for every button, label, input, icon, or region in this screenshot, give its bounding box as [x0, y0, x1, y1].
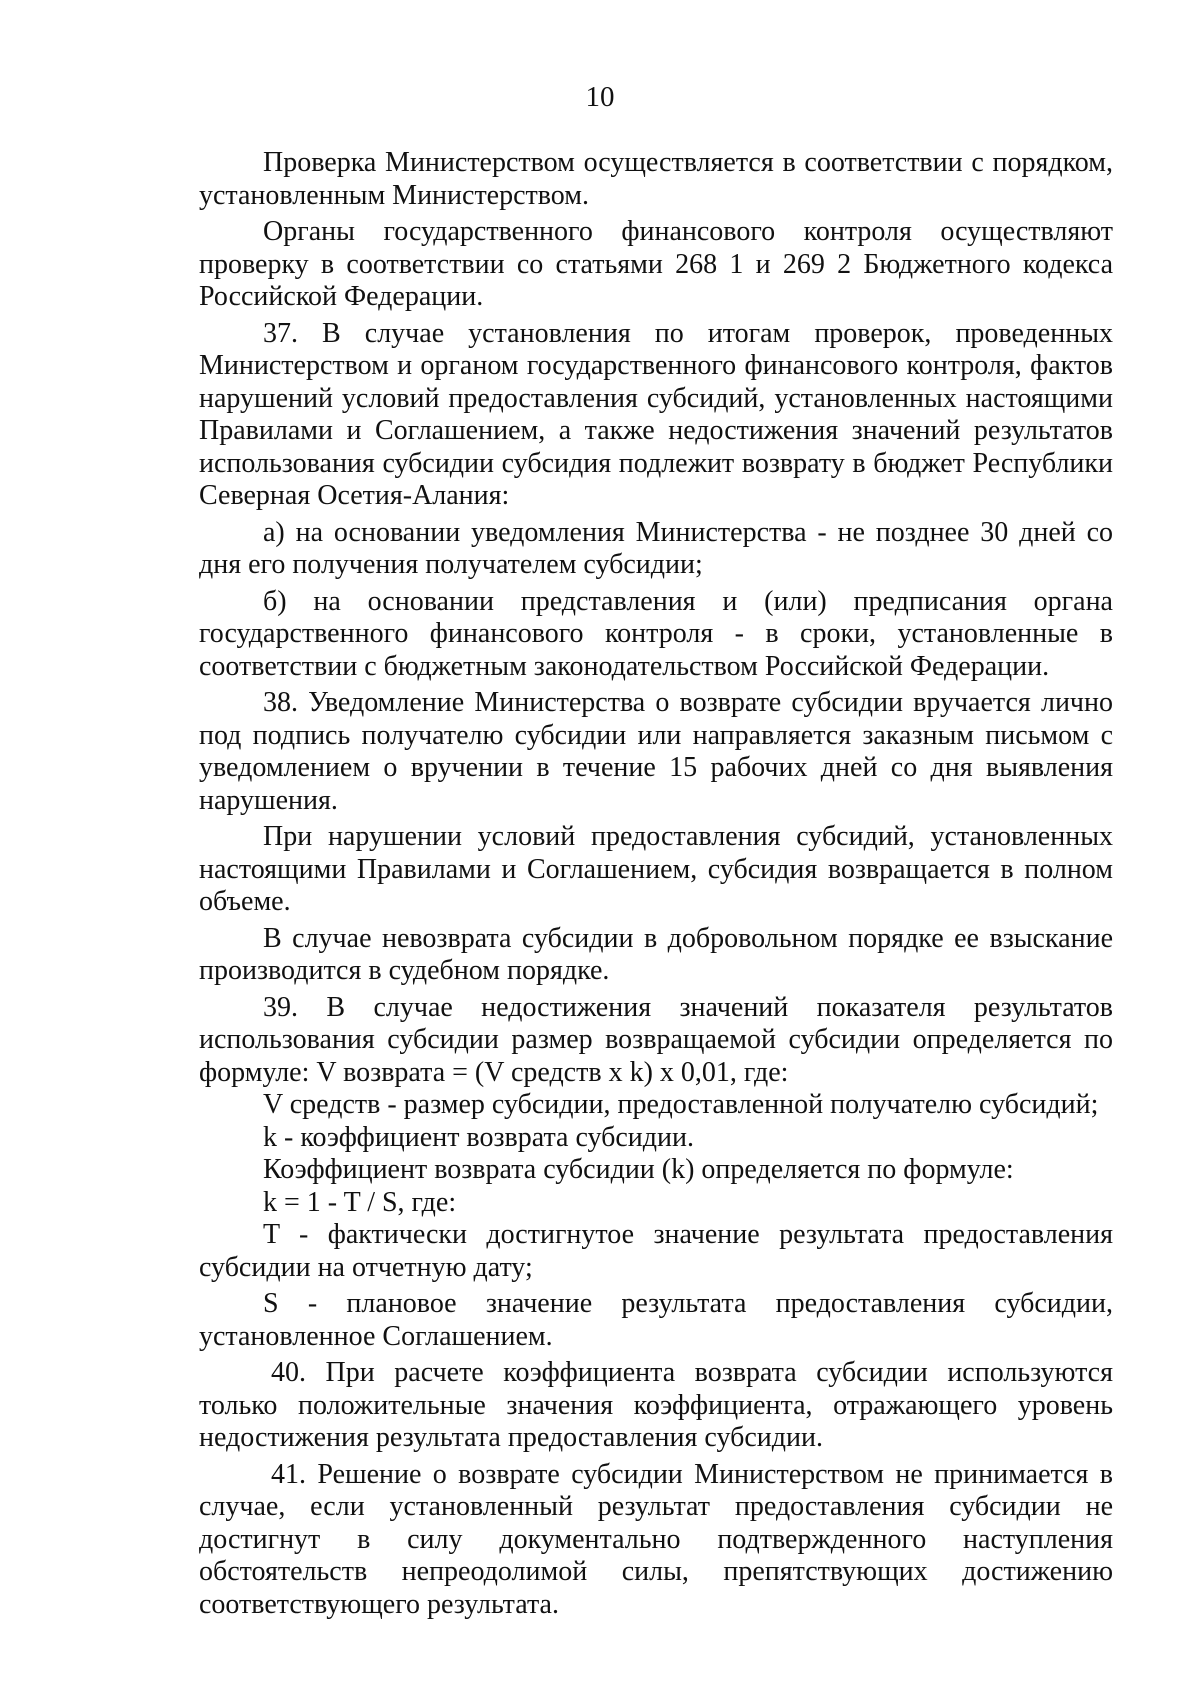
- paragraph-38: 38. Уведомление Министерства о возврате субсидии вручается лично под подпись получателю субсидии или направляется заказным письмом с уведомлением о вручении в течение 15 рабочих дней со дня выявления нарушения.: [199, 687, 1113, 816]
- paragraph-financial-control-bodies: Органы государственного финансового контроля осуществляют проверку в соответствии со статьями 268 1 и 269 2 Бюджетного кодекса Российской Федерации.: [199, 216, 1113, 312]
- formula-k-intro: Коэффициент возврата субсидии (k) определяется по формуле:: [263, 1154, 1014, 1185]
- paragraph-40: 40. При расчете коэффициента возврата субсидии используются только положительные значения коэффициента, отражающего уровень недостижения результата предоставления субсидии.: [199, 1357, 1113, 1453]
- page-number: 10: [585, 81, 615, 113]
- formula-s-definition: S - плановое значение результата предоставления субсидии, установленное Соглашением.: [199, 1288, 1113, 1352]
- formula-v-funds-definition: V средств - размер субсидии, предоставленной получателю субсидий;: [263, 1089, 1099, 1120]
- formula-k-definition: k - коэффициент возврата субсидии.: [263, 1121, 695, 1153]
- paragraph-judicial-recovery: В случае невозврата субсидии в добровольном порядке ее взыскание производится в судебном порядке.: [199, 922, 1113, 986]
- paragraph-41: 41. Решение о возврате субсидии Министерством не принимается в случае, если установленный результат предоставления субсидии не достигнут в силу документально подтвержденного наступления обстоятельств непреодолимой силы, препятствующих достижению соответствующего результата.: [199, 1458, 1113, 1620]
- paragraph-39: 39. В случае недостижения значений показателя результатов использования субсидии размер возвращаемой субсидии определяется по формуле: V возврата = (V средств x k) x 0,01, где:: [199, 991, 1113, 1088]
- formula-k: k = 1 - T / S, где:: [263, 1186, 457, 1218]
- paragraph-full-refund: При нарушении условий предоставления субсидий, установленных настоящими Правилами и Соглашением, субсидия возвращается в полном объеме.: [199, 821, 1113, 917]
- formula-t-definition: T - фактически достигнутое значение результата предоставления субсидии на отчетную дату;: [199, 1219, 1113, 1283]
- paragraph-verification-procedure: Проверка Министерством осуществляется в соответствии с порядком, установленным Министерством.: [199, 147, 1113, 211]
- paragraph-37: 37. В случае установления по итогам проверок, проведенных Министерством и органом государственного финансового контроля, фактов нарушений условий предоставления субсидий, установленных настоящими Правилами и Соглашением, а также недостижения значений результатов использования субсидии субсидия подлежит возврату в бюджет Республики Северная Осетия-Алания:: [199, 317, 1113, 511]
- paragraph-37-a: а) на основании уведомления Министерства - не позднее 30 дней со дня его получения получателем субсидии;: [199, 516, 1113, 580]
- paragraph-37-b: б) на основании представления и (или) предписания органа государственного финансового контроля - в сроки, установленные в соответствии с бюджетным законодательством Российской Федерации.: [199, 585, 1113, 682]
- document-body: [199, 147, 1113, 1621]
